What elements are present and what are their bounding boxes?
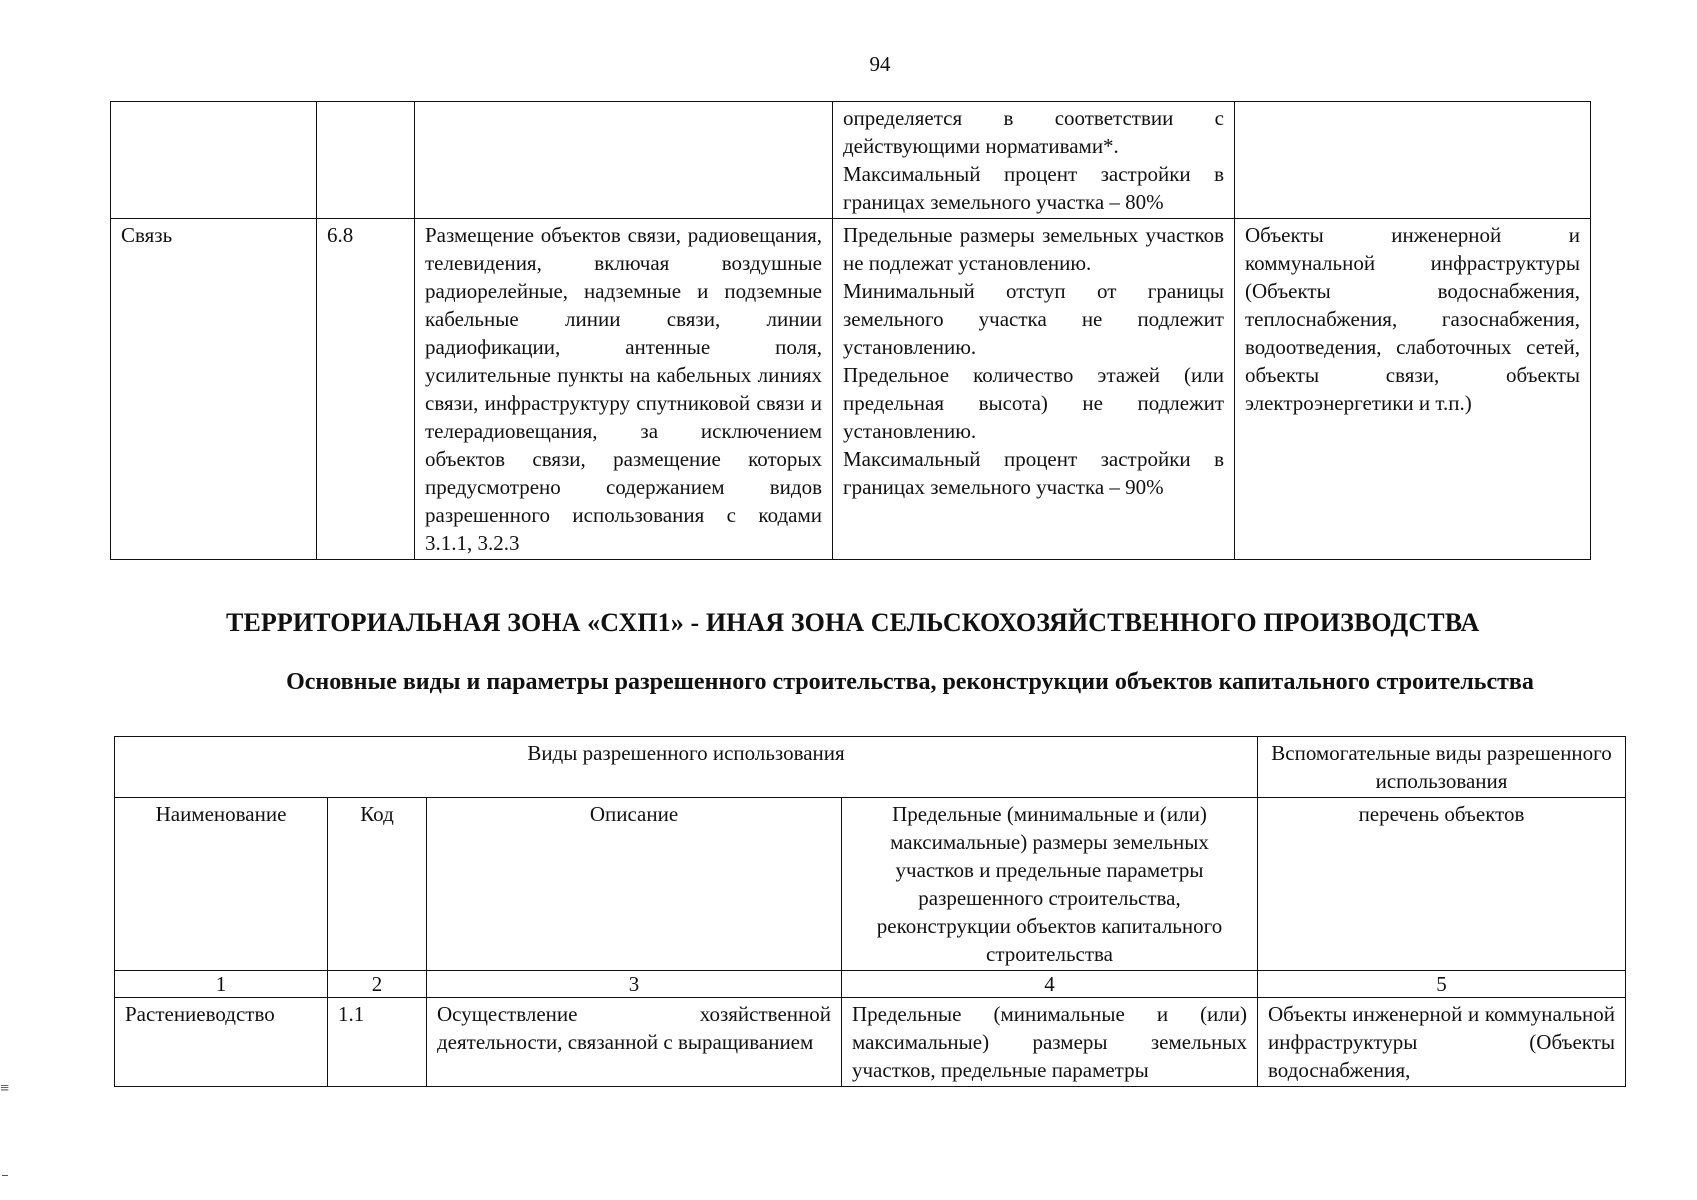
- group-header-aux: Вспомогательные виды разрешенного использования: [1258, 737, 1626, 798]
- column-number: 2: [328, 971, 427, 998]
- column-number: 3: [427, 971, 842, 998]
- cell-name: [111, 102, 317, 219]
- column-header-row: [115, 798, 1626, 971]
- page-number: 94: [869, 52, 891, 76]
- permitted-use-table: [114, 736, 1626, 1087]
- column-header-objects: перечень объектов: [1258, 798, 1626, 971]
- group-header-main: Виды разрешенного использования: [115, 737, 1258, 798]
- section-title: Основные виды и параметры разрешенного строительства, реконструкции объектов капитального строительства: [286, 669, 1534, 695]
- params-line: Максимальный процент застройки в границах земельного участка – 90%: [843, 447, 1224, 499]
- params-line: Предельные размеры земельных участков не подлежат установлению.: [843, 223, 1224, 275]
- cell-aux: Объекты инженерной и коммунальной инфраструктуры (Объекты водоснабжения, теплоснабжения, газоснабжения, водоотведения, слаботочных сетей, объекты связи, объекты электроэнергетики и т.п.): [1235, 219, 1591, 560]
- cell-name: Растениеводство: [115, 998, 328, 1087]
- column-header-params: Предельные (минимальные и (или) максимальные) размеры земельных участков и предельные параметры разрешенного строительства, реконструкции объектов капитального строительства: [842, 798, 1258, 971]
- column-number-row: [115, 971, 1626, 998]
- column-number: 4: [842, 971, 1258, 998]
- column-header-code: Код: [328, 798, 427, 971]
- column-number: 5: [1258, 971, 1626, 998]
- params-line: Максимальный процент застройки в границах земельного участка – 80%: [843, 162, 1224, 214]
- group-header-row: [115, 737, 1626, 798]
- table-row: [115, 998, 1626, 1087]
- cell-aux: [1235, 102, 1591, 219]
- params-line: Предельное количество этажей (или предельная высота) не подлежит установлению.: [843, 363, 1224, 443]
- column-header-name: Наименование: [115, 798, 328, 971]
- cell-params: Предельные (минимальные и (или) максимальные) размеры земельных участков, предельные параметры: [842, 998, 1258, 1087]
- column-header-description: Описание: [427, 798, 842, 971]
- cell-name: Связь: [111, 219, 317, 560]
- cell-code: 6.8: [317, 219, 415, 560]
- cell-code: 1.1: [328, 998, 427, 1087]
- permitted-use-table-continued: [110, 101, 1591, 560]
- table-row: [111, 102, 1591, 219]
- table-row: [111, 219, 1591, 560]
- cell-params: [833, 102, 1235, 219]
- params-line: определяется в соответствии с действующими нормативами*.: [843, 106, 1224, 158]
- scan-edge-line: [2, 1175, 8, 1176]
- cell-description: Размещение объектов связи, радиовещания, телевидения, включая воздушные радиорелейные, надземные и подземные кабельные линии связи, линии радиофикации, антенные поля, усилительные пункты на кабельных линиях связи, инфраструктуру спутниковой связи и телерадиовещания, за исключением объектов связи, размещение которых предусмотрено содержанием видов разрешенного использования с кодами 3.1.1, 3.2.3: [415, 219, 833, 560]
- column-number: 1: [115, 971, 328, 998]
- cell-aux: Объекты инженерной и коммунальной инфраструктуры (Объекты водоснабжения,: [1258, 998, 1626, 1087]
- cell-description: [415, 102, 833, 219]
- cell-code: [317, 102, 415, 219]
- zone-title: ТЕРРИТОРИАЛЬНАЯ ЗОНА «СХП1» - ИНАЯ ЗОНА СЕЛЬСКОХОЗЯЙСТВЕННОГО ПРОИЗВОДСТВА: [226, 608, 1480, 637]
- params-line: Минимальный отступ от границы земельного участка не подлежит установлению.: [843, 279, 1224, 359]
- scan-edge-mark: ≡: [0, 1080, 10, 1097]
- cell-description: Осуществление хозяйственной деятельности, связанной с выращиванием: [427, 998, 842, 1087]
- cell-params: [833, 219, 1235, 560]
